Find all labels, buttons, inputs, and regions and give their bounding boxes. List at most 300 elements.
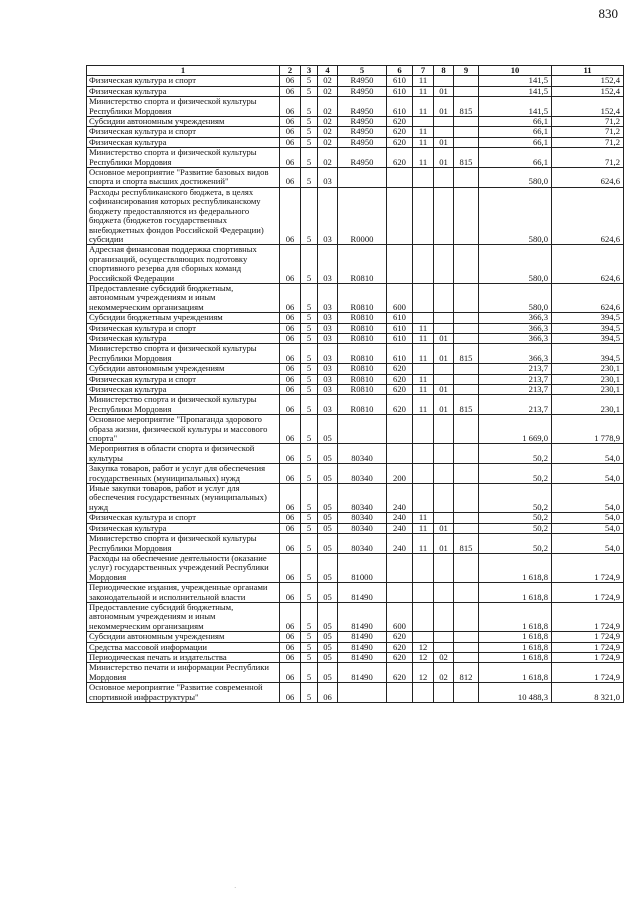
cell-ministry <box>454 642 479 652</box>
cell-group: 03 <box>318 344 338 364</box>
cell-expense-type: 620 <box>387 148 413 168</box>
cell-chapter: 11 <box>413 97 434 117</box>
cell-name: Физическая культура и спорт <box>87 127 280 137</box>
cell-section: 06 <box>280 602 301 631</box>
cell-name: Министерство спорта и физической культуры Республики Мордовия <box>87 344 280 364</box>
cell-expense-type: 620 <box>387 652 413 662</box>
cell-group: 02 <box>318 148 338 168</box>
cell-section: 06 <box>280 187 301 244</box>
cell-section: 06 <box>280 513 301 523</box>
cell-section: 06 <box>280 148 301 168</box>
cell-ministry <box>454 364 479 374</box>
cell-group: 02 <box>318 137 338 147</box>
cell-amount-year-1: 366,3 <box>479 333 552 343</box>
cell-subsection: 5 <box>301 484 318 513</box>
cell-name: Средства массовой информации <box>87 642 280 652</box>
cell-expense-type: 600 <box>387 283 413 312</box>
cell-subsection: 5 <box>301 683 318 703</box>
cell-subsection: 5 <box>301 344 318 364</box>
cell-section: 06 <box>280 313 301 323</box>
cell-group: 02 <box>318 127 338 137</box>
cell-amount-year-2: 71,2 <box>552 148 624 168</box>
cell-name: Физическая культура <box>87 385 280 395</box>
cell-section: 06 <box>280 364 301 374</box>
cell-amount-year-2: 54,0 <box>552 534 624 554</box>
cell-ministry <box>454 683 479 703</box>
cell-subsection: 5 <box>301 652 318 662</box>
cell-amount-year-1: 580,0 <box>479 187 552 244</box>
cell-target: R4950 <box>338 76 387 86</box>
cell-group: 05 <box>318 652 338 662</box>
cell-chapter: 12 <box>413 652 434 662</box>
cell-chapter <box>413 283 434 312</box>
cell-amount-year-2: 71,2 <box>552 127 624 137</box>
cell-ministry <box>454 652 479 662</box>
column-header-8: 8 <box>434 66 454 76</box>
cell-expense-type: 610 <box>387 313 413 323</box>
cell-group: 03 <box>318 333 338 343</box>
cell-amount-year-2: 624,6 <box>552 187 624 244</box>
cell-amount-year-1: 366,3 <box>479 313 552 323</box>
cell-amount-year-2: 230,1 <box>552 374 624 384</box>
cell-target: 80340 <box>338 523 387 533</box>
cell-name: Расходы республиканского бюджета, в целях софинансирования которых республиканскому бюджету предоставляются из федерального бюджета (бюджетов государственных внебюджетных фондов Российской Федерации) субсидии <box>87 187 280 244</box>
cell-amount-year-2: 624,6 <box>552 168 624 188</box>
cell-ministry <box>454 76 479 86</box>
cell-amount-year-1: 1 618,8 <box>479 642 552 652</box>
cell-amount-year-1: 1 618,8 <box>479 553 552 582</box>
cell-target <box>338 683 387 703</box>
cell-ministry <box>454 602 479 631</box>
cell-amount-year-1: 580,0 <box>479 245 552 284</box>
table-row <box>87 97 624 117</box>
cell-amount-year-1: 50,2 <box>479 484 552 513</box>
cell-group: 03 <box>318 374 338 384</box>
cell-target: R4950 <box>338 86 387 96</box>
cell-subchapter: 01 <box>434 395 454 415</box>
cell-chapter <box>413 245 434 284</box>
cell-amount-year-1: 580,0 <box>479 168 552 188</box>
cell-subchapter <box>434 313 454 323</box>
cell-name: Предоставление субсидий бюджетным, автономным учреждениям и иным некоммерческим организациям <box>87 283 280 312</box>
cell-chapter: 11 <box>413 137 434 147</box>
cell-amount-year-2: 152,4 <box>552 76 624 86</box>
cell-chapter: 11 <box>413 323 434 333</box>
cell-subsection: 5 <box>301 663 318 683</box>
column-header-5: 5 <box>338 66 387 76</box>
cell-expense-type <box>387 168 413 188</box>
cell-subchapter <box>434 127 454 137</box>
cell-target: R4950 <box>338 137 387 147</box>
cell-target: 81490 <box>338 632 387 642</box>
cell-group: 02 <box>318 97 338 117</box>
cell-group: 03 <box>318 283 338 312</box>
table-body <box>87 76 624 703</box>
cell-subchapter: 01 <box>434 534 454 554</box>
cell-subchapter <box>434 484 454 513</box>
cell-ministry <box>454 444 479 464</box>
cell-chapter: 12 <box>413 642 434 652</box>
cell-section: 06 <box>280 168 301 188</box>
cell-amount-year-2: 230,1 <box>552 395 624 415</box>
cell-target: 81490 <box>338 652 387 662</box>
cell-ministry <box>454 245 479 284</box>
cell-amount-year-2: 394,5 <box>552 313 624 323</box>
cell-expense-type: 620 <box>387 137 413 147</box>
cell-amount-year-2: 152,4 <box>552 86 624 96</box>
cell-section: 06 <box>280 323 301 333</box>
table-row <box>87 344 624 364</box>
cell-section: 06 <box>280 553 301 582</box>
cell-chapter: 11 <box>413 333 434 343</box>
cell-chapter <box>413 632 434 642</box>
cell-section: 06 <box>280 632 301 642</box>
cell-name: Субсидии бюджетным учреждениям <box>87 313 280 323</box>
cell-subchapter <box>434 323 454 333</box>
cell-subchapter: 01 <box>434 97 454 117</box>
table-row <box>87 374 624 384</box>
cell-amount-year-2: 8 321,0 <box>552 683 624 703</box>
cell-ministry: 815 <box>454 395 479 415</box>
cell-amount-year-2: 394,5 <box>552 333 624 343</box>
cell-amount-year-2: 152,4 <box>552 97 624 117</box>
cell-target: R0810 <box>338 313 387 323</box>
cell-chapter <box>413 187 434 244</box>
cell-subsection: 5 <box>301 415 318 444</box>
cell-chapter: 11 <box>413 513 434 523</box>
cell-target: 80340 <box>338 464 387 484</box>
cell-amount-year-2: 1 724,9 <box>552 663 624 683</box>
cell-section: 06 <box>280 464 301 484</box>
cell-name: Министерство спорта и физической культуры Республики Мордовия <box>87 395 280 415</box>
cell-expense-type: 620 <box>387 127 413 137</box>
cell-expense-type: 240 <box>387 523 413 533</box>
cell-section: 06 <box>280 76 301 86</box>
cell-expense-type: 200 <box>387 464 413 484</box>
cell-amount-year-1: 1 618,8 <box>479 602 552 631</box>
cell-ministry <box>454 283 479 312</box>
cell-chapter: 11 <box>413 86 434 96</box>
cell-group: 03 <box>318 395 338 415</box>
cell-ministry <box>454 137 479 147</box>
cell-chapter <box>413 683 434 703</box>
cell-ministry <box>454 632 479 642</box>
cell-section: 06 <box>280 385 301 395</box>
cell-amount-year-2: 71,2 <box>552 117 624 127</box>
cell-name: Физическая культура <box>87 86 280 96</box>
cell-name: Министерство спорта и физической культуры Республики Мордовия <box>87 148 280 168</box>
cell-chapter <box>413 583 434 603</box>
table-row <box>87 523 624 533</box>
cell-group: 05 <box>318 534 338 554</box>
cell-amount-year-2: 394,5 <box>552 323 624 333</box>
cell-ministry <box>454 583 479 603</box>
cell-name: Физическая культура и спорт <box>87 374 280 384</box>
cell-expense-type <box>387 187 413 244</box>
cell-ministry: 815 <box>454 534 479 554</box>
cell-expense-type: 620 <box>387 663 413 683</box>
cell-name: Периодическая печать и издательства <box>87 652 280 662</box>
cell-group: 05 <box>318 663 338 683</box>
cell-ministry <box>454 86 479 96</box>
cell-chapter: 11 <box>413 385 434 395</box>
cell-ministry <box>454 117 479 127</box>
cell-ministry: 812 <box>454 663 479 683</box>
cell-ministry <box>454 553 479 582</box>
cell-ministry <box>454 464 479 484</box>
cell-target: R0810 <box>338 395 387 415</box>
cell-subchapter: 01 <box>434 333 454 343</box>
column-header-6: 6 <box>387 66 413 76</box>
cell-subsection: 5 <box>301 283 318 312</box>
cell-amount-year-1: 50,2 <box>479 444 552 464</box>
cell-chapter: 11 <box>413 344 434 364</box>
cell-subchapter: 01 <box>434 523 454 533</box>
cell-target: 81490 <box>338 602 387 631</box>
cell-subsection: 5 <box>301 374 318 384</box>
cell-subsection: 5 <box>301 323 318 333</box>
cell-amount-year-1: 10 488,3 <box>479 683 552 703</box>
cell-ministry <box>454 374 479 384</box>
table-row <box>87 663 624 683</box>
cell-target: R4950 <box>338 117 387 127</box>
cell-amount-year-1: 50,2 <box>479 523 552 533</box>
cell-name: Мероприятия в области спорта и физической культуры <box>87 444 280 464</box>
budget-table <box>86 65 624 703</box>
cell-subchapter: 01 <box>434 86 454 96</box>
cell-amount-year-2: 1 724,9 <box>552 642 624 652</box>
cell-subchapter <box>434 374 454 384</box>
cell-group: 05 <box>318 583 338 603</box>
cell-amount-year-1: 50,2 <box>479 534 552 554</box>
cell-subsection: 5 <box>301 148 318 168</box>
table-row <box>87 313 624 323</box>
cell-amount-year-2: 230,1 <box>552 364 624 374</box>
cell-subchapter <box>434 415 454 444</box>
cell-name: Министерство спорта и физической культуры Республики Мордовия <box>87 97 280 117</box>
cell-subchapter: 01 <box>434 344 454 364</box>
cell-name: Физическая культура <box>87 137 280 147</box>
cell-subsection: 5 <box>301 86 318 96</box>
table-row <box>87 415 624 444</box>
cell-group: 05 <box>318 553 338 582</box>
cell-target: R0810 <box>338 245 387 284</box>
cell-subsection: 5 <box>301 534 318 554</box>
table-row <box>87 632 624 642</box>
cell-name: Адресная финансовая поддержка спортивных организаций, осуществляющих подготовку спортивного резерва для сборных команд Российской Федерации <box>87 245 280 284</box>
table-row <box>87 602 624 631</box>
cell-expense-type: 620 <box>387 642 413 652</box>
cell-name: Предоставление субсидий бюджетным, автономным учреждениям и иным некоммерческим организациям <box>87 602 280 631</box>
cell-amount-year-2: 230,1 <box>552 385 624 395</box>
cell-ministry <box>454 333 479 343</box>
cell-subsection: 5 <box>301 444 318 464</box>
cell-expense-type: 620 <box>387 632 413 642</box>
cell-amount-year-1: 1 618,8 <box>479 663 552 683</box>
cell-amount-year-1: 66,1 <box>479 148 552 168</box>
cell-amount-year-2: 71,2 <box>552 137 624 147</box>
cell-amount-year-1: 1 618,8 <box>479 652 552 662</box>
table-row <box>87 187 624 244</box>
cell-amount-year-1: 50,2 <box>479 513 552 523</box>
table-row <box>87 642 624 652</box>
cell-amount-year-1: 141,5 <box>479 86 552 96</box>
column-header-4: 4 <box>318 66 338 76</box>
cell-group: 03 <box>318 364 338 374</box>
scan-mark: · <box>234 884 237 892</box>
cell-target: R0810 <box>338 385 387 395</box>
cell-target: R0810 <box>338 283 387 312</box>
cell-subsection: 5 <box>301 245 318 284</box>
cell-ministry: 815 <box>454 344 479 364</box>
table-row <box>87 117 624 127</box>
table-row <box>87 464 624 484</box>
cell-chapter <box>413 444 434 464</box>
cell-amount-year-1: 141,5 <box>479 76 552 86</box>
cell-expense-type: 610 <box>387 86 413 96</box>
cell-subchapter <box>434 187 454 244</box>
cell-group: 03 <box>318 385 338 395</box>
cell-expense-type: 610 <box>387 76 413 86</box>
cell-section: 06 <box>280 137 301 147</box>
cell-name: Основное мероприятие "Пропаганда здорового образа жизни, физической культуры и массового спорта" <box>87 415 280 444</box>
cell-group: 05 <box>318 513 338 523</box>
cell-chapter <box>413 415 434 444</box>
table-row <box>87 168 624 188</box>
cell-expense-type: 620 <box>387 117 413 127</box>
cell-amount-year-2: 624,6 <box>552 283 624 312</box>
cell-group: 06 <box>318 683 338 703</box>
cell-section: 06 <box>280 583 301 603</box>
cell-section: 06 <box>280 523 301 533</box>
table-row <box>87 283 624 312</box>
cell-group: 02 <box>318 117 338 127</box>
table-row <box>87 484 624 513</box>
cell-target: R0810 <box>338 323 387 333</box>
cell-group: 03 <box>318 168 338 188</box>
cell-subchapter: 01 <box>434 137 454 147</box>
cell-chapter <box>413 464 434 484</box>
cell-section: 06 <box>280 415 301 444</box>
cell-expense-type: 620 <box>387 374 413 384</box>
cell-amount-year-1: 1 669,0 <box>479 415 552 444</box>
cell-subchapter <box>434 168 454 188</box>
cell-ministry: 815 <box>454 97 479 117</box>
cell-expense-type: 240 <box>387 484 413 513</box>
header-row <box>87 66 624 76</box>
cell-target: R0810 <box>338 333 387 343</box>
cell-name: Физическая культура <box>87 523 280 533</box>
cell-section: 06 <box>280 663 301 683</box>
cell-section: 06 <box>280 395 301 415</box>
cell-chapter: 11 <box>413 76 434 86</box>
cell-subsection: 5 <box>301 602 318 631</box>
table-row <box>87 444 624 464</box>
cell-amount-year-1: 213,7 <box>479 364 552 374</box>
cell-amount-year-1: 50,2 <box>479 464 552 484</box>
cell-name: Министерство спорта и физической культуры Республики Мордовия <box>87 534 280 554</box>
cell-amount-year-1: 580,0 <box>479 283 552 312</box>
cell-amount-year-1: 366,3 <box>479 323 552 333</box>
cell-name: Периодические издания, учрежденные органами законодательной и исполнительной власти <box>87 583 280 603</box>
cell-amount-year-2: 54,0 <box>552 444 624 464</box>
cell-group: 05 <box>318 523 338 533</box>
cell-group: 03 <box>318 245 338 284</box>
cell-expense-type: 600 <box>387 602 413 631</box>
cell-amount-year-2: 54,0 <box>552 523 624 533</box>
cell-subsection: 5 <box>301 513 318 523</box>
cell-group: 05 <box>318 464 338 484</box>
cell-target: 81490 <box>338 642 387 652</box>
table-row <box>87 245 624 284</box>
cell-ministry <box>454 484 479 513</box>
cell-subsection: 5 <box>301 313 318 323</box>
cell-chapter: 11 <box>413 127 434 137</box>
table-row <box>87 148 624 168</box>
cell-section: 06 <box>280 333 301 343</box>
cell-amount-year-1: 66,1 <box>479 137 552 147</box>
cell-amount-year-2: 1 724,9 <box>552 553 624 582</box>
column-header-11: 11 <box>552 66 624 76</box>
table-row <box>87 333 624 343</box>
cell-group: 02 <box>318 76 338 86</box>
cell-amount-year-1: 1 618,8 <box>479 632 552 642</box>
cell-subsection: 5 <box>301 117 318 127</box>
cell-expense-type: 610 <box>387 344 413 364</box>
cell-section: 06 <box>280 683 301 703</box>
cell-group: 05 <box>318 444 338 464</box>
cell-subsection: 5 <box>301 168 318 188</box>
cell-subchapter: 01 <box>434 385 454 395</box>
cell-expense-type <box>387 444 413 464</box>
cell-subchapter: 02 <box>434 652 454 662</box>
cell-subsection: 5 <box>301 632 318 642</box>
cell-amount-year-1: 213,7 <box>479 395 552 415</box>
cell-group: 02 <box>318 86 338 96</box>
cell-expense-type: 610 <box>387 97 413 117</box>
cell-amount-year-1: 213,7 <box>479 374 552 384</box>
table-row <box>87 137 624 147</box>
table-row <box>87 553 624 582</box>
cell-subsection: 5 <box>301 385 318 395</box>
cell-subchapter <box>434 632 454 642</box>
cell-subchapter <box>434 513 454 523</box>
cell-subsection: 5 <box>301 187 318 244</box>
cell-expense-type <box>387 245 413 284</box>
cell-chapter: 11 <box>413 148 434 168</box>
cell-target: 80340 <box>338 484 387 513</box>
cell-target: R4950 <box>338 148 387 168</box>
cell-name: Физическая культура <box>87 333 280 343</box>
cell-amount-year-1: 366,3 <box>479 344 552 364</box>
cell-subsection: 5 <box>301 364 318 374</box>
cell-section: 06 <box>280 86 301 96</box>
cell-chapter <box>413 484 434 513</box>
cell-ministry <box>454 385 479 395</box>
cell-name: Иные закупки товаров, работ и услуг для обеспечения государственных (муниципальных) нужд <box>87 484 280 513</box>
column-header-10: 10 <box>479 66 552 76</box>
cell-target: 81000 <box>338 553 387 582</box>
cell-expense-type: 240 <box>387 513 413 523</box>
cell-subchapter: 01 <box>434 148 454 168</box>
cell-subsection: 5 <box>301 642 318 652</box>
table-row <box>87 127 624 137</box>
cell-amount-year-2: 1 724,9 <box>552 652 624 662</box>
cell-subchapter <box>434 583 454 603</box>
cell-chapter <box>413 553 434 582</box>
table-row <box>87 395 624 415</box>
table-row <box>87 86 624 96</box>
